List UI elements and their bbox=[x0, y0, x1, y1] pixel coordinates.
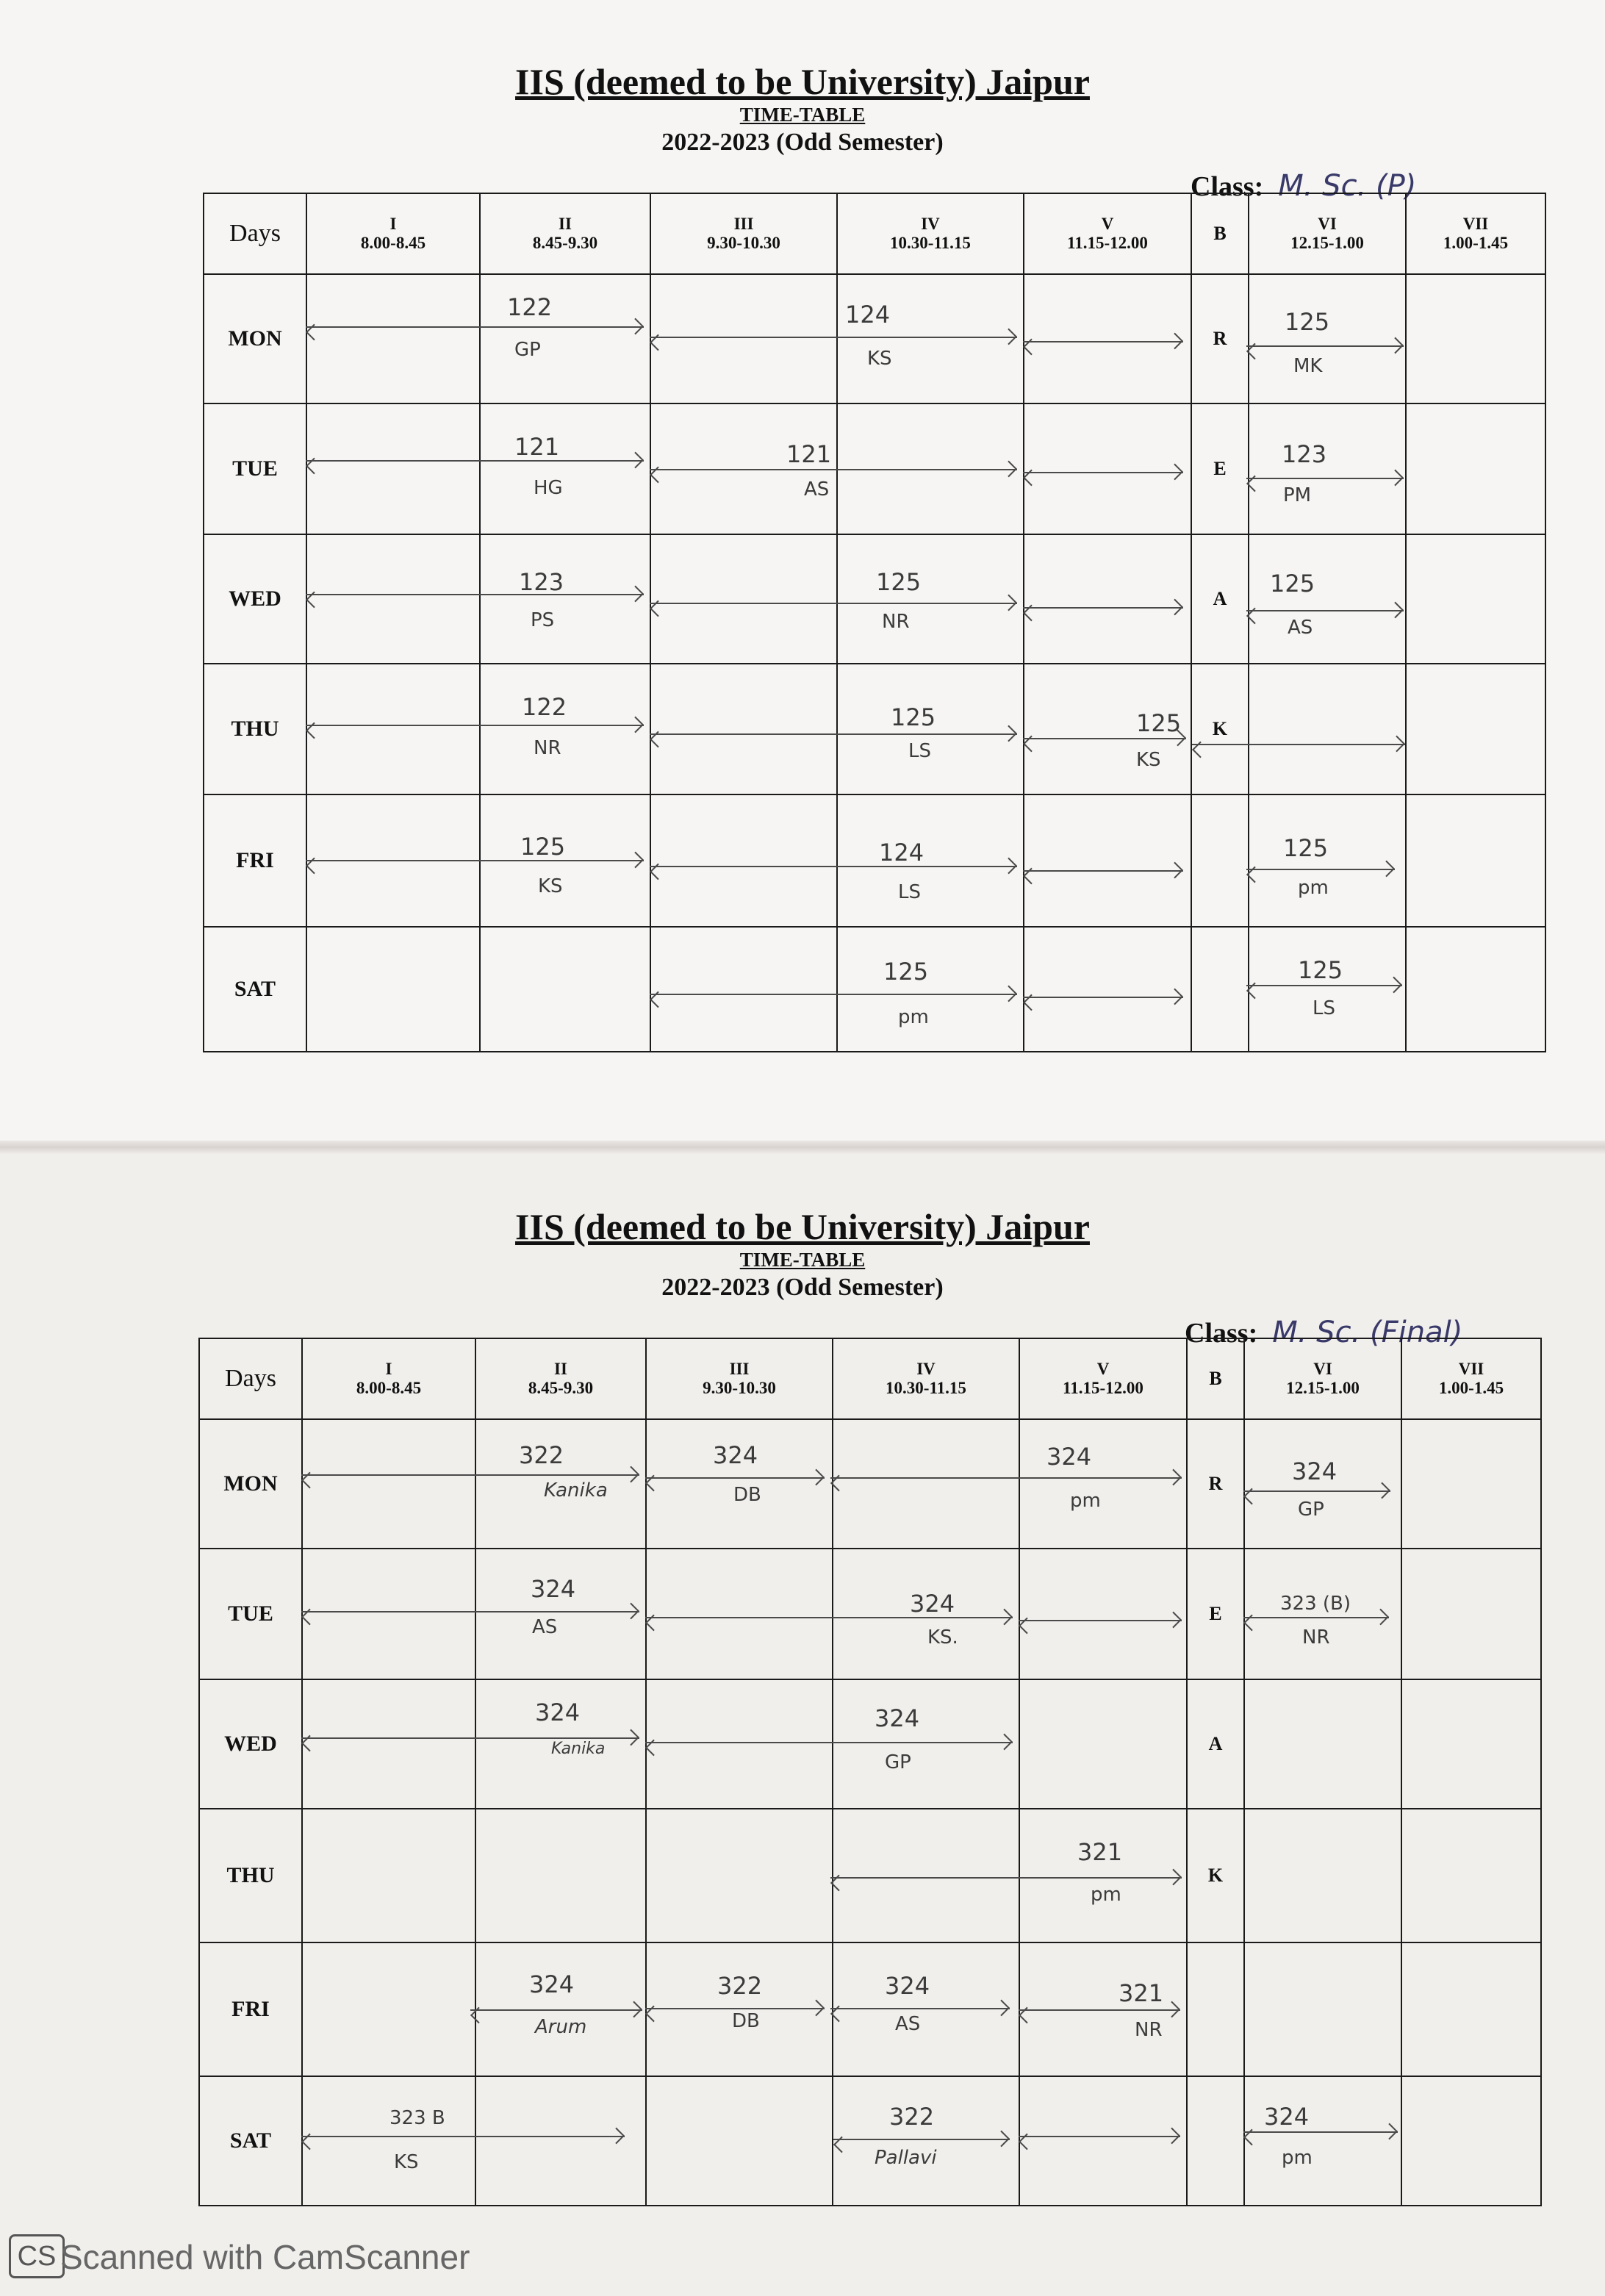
period-header: I 8.00-8.45 bbox=[302, 1338, 475, 1419]
span-arrow bbox=[833, 2139, 1010, 2140]
day-label: FRI bbox=[199, 1942, 302, 2076]
class-value: M. Sc. (Final) bbox=[1272, 1316, 1463, 1349]
room-number: 324 bbox=[713, 1441, 758, 1469]
span-arrow bbox=[650, 994, 1017, 995]
room-number: 324 bbox=[1292, 1457, 1338, 1485]
room-number: 324 bbox=[1046, 1443, 1092, 1471]
span-arrow bbox=[301, 1611, 639, 1612]
teacher-initials: DB bbox=[733, 1484, 761, 1506]
teacher-initials: LS bbox=[908, 740, 931, 762]
class-label: Class: bbox=[1191, 171, 1264, 202]
period-header: II 8.45-9.30 bbox=[475, 1338, 646, 1419]
break-header: B bbox=[1191, 193, 1249, 274]
span-arrow bbox=[650, 733, 1017, 735]
span-arrow bbox=[1246, 985, 1402, 986]
semester: 2022-2023 (Odd Semester) bbox=[661, 1274, 944, 1301]
span-arrow bbox=[650, 469, 1017, 470]
teacher-initials: pm bbox=[1070, 1490, 1101, 1512]
room-number: 324 bbox=[535, 1698, 581, 1726]
room-number: 122 bbox=[522, 693, 567, 721]
camscanner-logo-icon: CS bbox=[9, 2234, 65, 2278]
teacher-initials: GP bbox=[514, 339, 541, 361]
university-name: IIS (deemed to be University) Jaipur bbox=[515, 1206, 1090, 1247]
sheet1-header bbox=[0, 60, 1605, 159]
room-number: 323 (B) bbox=[1280, 1593, 1351, 1615]
teacher-initials: KS bbox=[538, 875, 563, 897]
teacher-initials: NR bbox=[1302, 1626, 1330, 1649]
room-number: 324 bbox=[529, 1970, 575, 1998]
room-number: 324 bbox=[1264, 2103, 1310, 2131]
university-name: IIS (deemed to be University) Jaipur bbox=[515, 61, 1090, 102]
period-header: V 11.15-12.00 bbox=[1024, 193, 1191, 274]
span-arrow bbox=[1023, 870, 1183, 872]
teacher-initials: GP bbox=[885, 1751, 911, 1773]
day-label: WED bbox=[204, 534, 306, 664]
teacher-initials: DB bbox=[732, 2010, 760, 2032]
room-number: 121 bbox=[786, 440, 832, 468]
break-header: B bbox=[1187, 1338, 1244, 1419]
room-number: 125 bbox=[876, 568, 922, 596]
span-arrow bbox=[1243, 2131, 1398, 2133]
teacher-initials: pm bbox=[1298, 877, 1329, 899]
period-header: VI 12.15-1.00 bbox=[1244, 1338, 1401, 1419]
teacher-initials: AS bbox=[895, 2013, 921, 2035]
teacher-initials: AS bbox=[804, 478, 830, 501]
day-label: TUE bbox=[199, 1549, 302, 1679]
room-number: 121 bbox=[514, 433, 560, 461]
period-header: V 11.15-12.00 bbox=[1019, 1338, 1187, 1419]
teacher-initials: LS bbox=[1313, 997, 1335, 1019]
teacher-initials: GP bbox=[1298, 1499, 1324, 1521]
teacher-initials: pm bbox=[1282, 2147, 1313, 2169]
day-label: FRI bbox=[204, 794, 306, 927]
semester: 2022-2023 (Odd Semester) bbox=[661, 129, 944, 156]
period-header: III 9.30-10.30 bbox=[650, 193, 837, 274]
span-arrow bbox=[645, 1742, 1013, 1743]
doc-title: TIME-TABLE bbox=[739, 104, 866, 126]
timetable-grid-2 bbox=[198, 1338, 1542, 2206]
span-arrow bbox=[1246, 869, 1395, 870]
day-label: SAT bbox=[199, 2076, 302, 2206]
room-number: 321 bbox=[1077, 1838, 1123, 1866]
span-arrow bbox=[1023, 738, 1186, 739]
camscanner-text: Scanned with CamScanner bbox=[60, 2238, 470, 2276]
period-header: VII 1.00-1.45 bbox=[1406, 193, 1545, 274]
span-arrow bbox=[306, 326, 644, 328]
teacher-initials: NR bbox=[882, 611, 910, 633]
span-arrow bbox=[306, 460, 644, 462]
room-number: 322 bbox=[519, 1441, 564, 1469]
span-arrow bbox=[1023, 997, 1183, 998]
break-letter: K bbox=[1187, 1809, 1244, 1942]
span-arrow bbox=[650, 337, 1017, 338]
break-letter: A bbox=[1191, 534, 1249, 664]
room-number: 125 bbox=[1283, 834, 1329, 862]
period-header: VI 12.15-1.00 bbox=[1249, 193, 1406, 274]
room-number: 125 bbox=[891, 703, 936, 731]
camscanner-watermark bbox=[9, 2234, 523, 2278]
teacher-initials: KS. bbox=[927, 1626, 958, 1649]
span-arrow bbox=[1023, 607, 1183, 609]
teacher-initials: KS bbox=[867, 348, 892, 370]
break-letter: R bbox=[1191, 274, 1249, 403]
teacher-initials: KS bbox=[1136, 749, 1161, 771]
day-label: SAT bbox=[204, 927, 306, 1052]
room-number: 125 bbox=[1270, 570, 1315, 598]
day-label: MON bbox=[204, 274, 306, 403]
span-arrow bbox=[1243, 1617, 1389, 1618]
break-letter: E bbox=[1187, 1549, 1244, 1679]
span-arrow bbox=[306, 860, 644, 861]
teacher-initials: LS bbox=[898, 881, 921, 903]
period-header: II 8.45-9.30 bbox=[480, 193, 650, 274]
room-number: 125 bbox=[520, 833, 566, 861]
span-arrow bbox=[306, 725, 644, 726]
span-arrow bbox=[1023, 472, 1183, 473]
period-header: I 8.00-8.45 bbox=[306, 193, 480, 274]
teacher-initials: NR bbox=[1135, 2019, 1163, 2041]
room-number: 124 bbox=[845, 301, 891, 329]
teacher-initials: Kanika bbox=[544, 1479, 608, 1502]
teacher-initials: KS bbox=[394, 2151, 419, 2173]
break-letter: E bbox=[1191, 403, 1249, 534]
period-header: III 9.30-10.30 bbox=[646, 1338, 833, 1419]
teacher-initials: AS bbox=[1288, 617, 1313, 639]
day-label: TUE bbox=[204, 403, 306, 534]
span-arrow bbox=[830, 1477, 1182, 1479]
span-arrow bbox=[1246, 610, 1404, 611]
teacher-initials: Arum bbox=[535, 2016, 587, 2038]
span-arrow bbox=[1019, 1620, 1182, 1621]
room-number: 124 bbox=[879, 839, 924, 867]
teacher-initials: AS bbox=[532, 1616, 558, 1638]
days-header: Days bbox=[199, 1338, 302, 1419]
room-number: 324 bbox=[875, 1704, 920, 1732]
period-header: VII 1.00-1.45 bbox=[1401, 1338, 1541, 1419]
teacher-initials: PM bbox=[1283, 484, 1312, 506]
span-arrow bbox=[830, 1877, 1182, 1879]
teacher-initials: HG bbox=[534, 477, 563, 499]
span-arrow bbox=[470, 2009, 642, 2011]
period-header: IV 10.30-11.15 bbox=[837, 193, 1024, 274]
span-arrow bbox=[1246, 478, 1404, 479]
day-label: THU bbox=[204, 664, 306, 794]
room-number: 323 B bbox=[389, 2107, 445, 2129]
day-label: MON bbox=[199, 1419, 302, 1549]
room-number: 125 bbox=[1298, 956, 1343, 984]
span-arrow bbox=[1019, 2009, 1180, 2011]
doc-title: TIME-TABLE bbox=[739, 1249, 866, 1271]
room-number: 122 bbox=[507, 293, 553, 321]
span-arrow bbox=[1243, 1490, 1390, 1492]
room-number: 322 bbox=[889, 2103, 935, 2131]
span-arrow bbox=[645, 1617, 1013, 1618]
room-number: 324 bbox=[531, 1575, 576, 1603]
room-number: 125 bbox=[1285, 308, 1330, 336]
day-label: THU bbox=[199, 1809, 302, 1942]
room-number: 125 bbox=[1136, 709, 1182, 737]
span-arrow bbox=[645, 1477, 825, 1479]
span-arrow bbox=[650, 603, 1017, 604]
teacher-initials: Kanika bbox=[551, 1740, 606, 1758]
span-arrow bbox=[650, 866, 1017, 867]
break-letter: K bbox=[1191, 664, 1249, 794]
room-number: 123 bbox=[519, 568, 564, 596]
span-arrow bbox=[306, 594, 644, 595]
span-arrow bbox=[1192, 744, 1405, 745]
sheet2-header bbox=[0, 1205, 1605, 1304]
break-letter: R bbox=[1187, 1419, 1244, 1549]
room-number: 322 bbox=[717, 1972, 763, 2000]
room-number: 324 bbox=[910, 1590, 955, 1618]
teacher-initials: NR bbox=[534, 737, 561, 759]
class-label: Class: bbox=[1185, 1318, 1258, 1349]
span-arrow bbox=[1023, 341, 1183, 342]
teacher-initials: MK bbox=[1293, 355, 1323, 377]
class-value: M. Sc. (P) bbox=[1278, 169, 1417, 203]
room-number: 324 bbox=[885, 1972, 930, 2000]
teacher-initials: pm bbox=[898, 1006, 929, 1028]
span-arrow bbox=[1019, 2136, 1180, 2137]
room-number: 123 bbox=[1282, 440, 1327, 468]
span-arrow bbox=[301, 2136, 625, 2137]
span-arrow bbox=[1246, 345, 1404, 347]
room-number: 125 bbox=[883, 958, 929, 986]
span-arrow bbox=[301, 1474, 639, 1476]
day-label: WED bbox=[199, 1679, 302, 1809]
days-header: Days bbox=[204, 193, 306, 274]
page-fold bbox=[0, 1141, 1605, 1154]
teacher-initials: pm bbox=[1091, 1884, 1121, 1906]
teacher-initials: Pallavi bbox=[875, 2147, 937, 2169]
teacher-initials: PS bbox=[531, 609, 555, 631]
span-arrow bbox=[830, 2008, 1010, 2009]
period-header: IV 10.30-11.15 bbox=[833, 1338, 1019, 1419]
break-letter: A bbox=[1187, 1679, 1244, 1809]
room-number: 321 bbox=[1119, 1979, 1164, 2007]
